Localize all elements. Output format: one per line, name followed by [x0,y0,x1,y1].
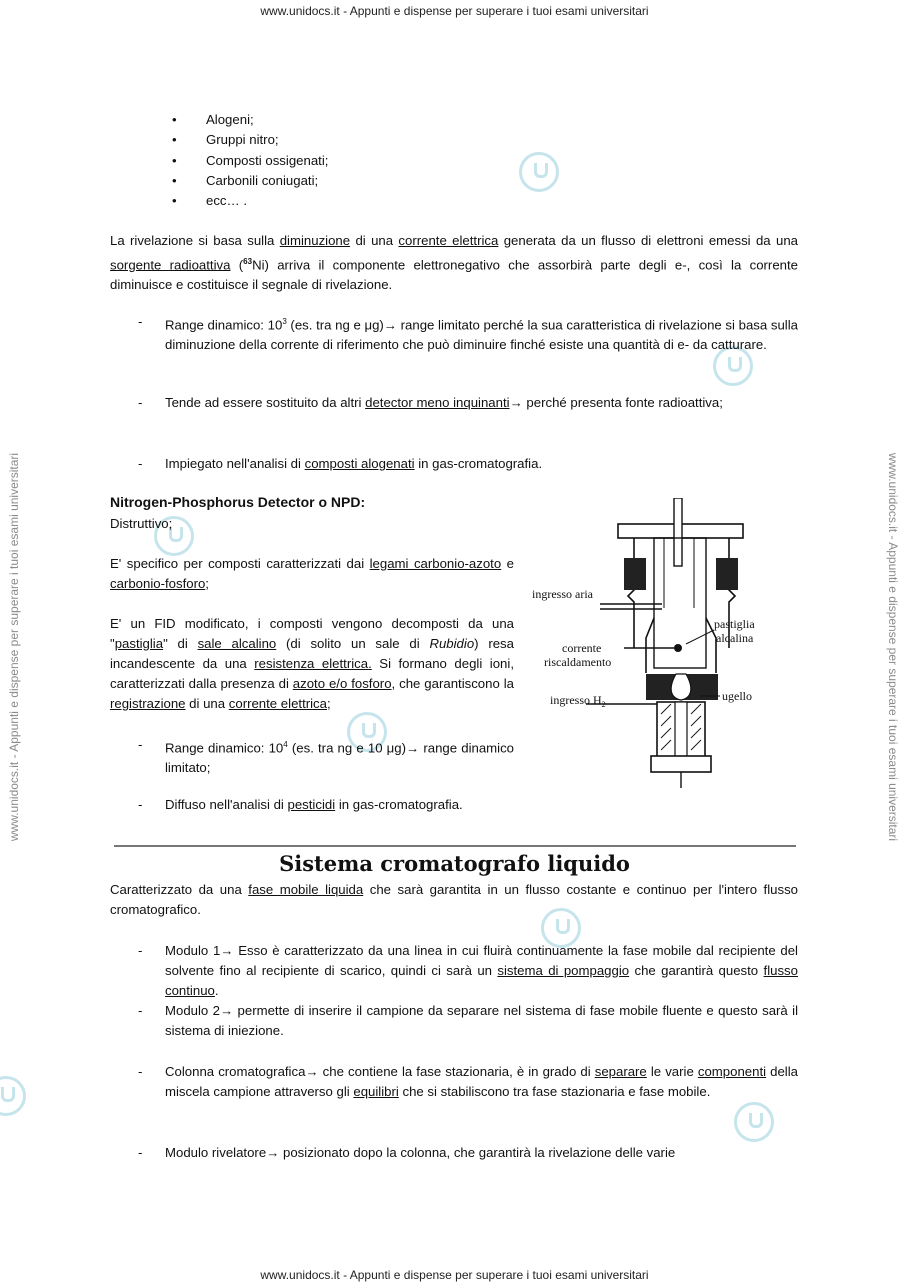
lc-item-module1: - Modulo 1→ Esso è caratterizzato da una linea in cui fluirà continuamente la fase mobile dal recipiente del solvente fino al recipiente di scarico, quindi ci sarà un sistema di pompaggio che garantirà questo flusso continuo. [138,943,798,998]
npd-paragraph-specific: E' specifico per composti caratterizzati dai legami carbonio-azoto e carbonio-fosforo; [110,556,514,591]
npd-detector-diagram [524,498,794,788]
lc-item-module2: - Modulo 2→ permette di inserire il campione da separare nel sistema di fase mobile fluente e questo sarà il sistema di iniezione. [138,1003,798,1038]
group-list [172,110,328,211]
npd-item-usage: - Diffuso nell'analisi di pesticidi in gas-cromatografia. [138,797,463,812]
label-pellet-line1: pastiglia [714,617,755,631]
label-pellet-line2: alcalina [716,631,754,645]
npd-subtitle: Distruttivo; [110,516,173,531]
list-item: • Gruppi nitro; [172,130,328,150]
section-title: Sistema cromatografo liquido [279,851,630,876]
ecd-paragraph: La rivelazione si basa sulla diminuzione di una corrente elettrica generata da un flusso di elettroni emessi da una sorgente radioattiva ($^{63}$Ni) arriva il componente elettronegativo che assorbirà parte degli e-, così la corrente diminuisce e costituisce il segnale di rivelazione. [110,233,798,293]
label-air-inlet: ingresso aria [532,587,593,601]
unidocs-logo-icon [519,152,559,192]
npd-item-range: - Range dinamico: $10^4$ (es. tra ng e 10 μg)→ range dinamico limitato; [138,737,515,776]
list-item: • Carbonili coniugati; [172,171,328,191]
lc-item-column: - Colonna cromatografica→ che contiene la fase stazionaria, è in grado di separare le varie componenti della miscela campione attraverso gli equilibri che si stabiliscono tra fase stazionaria e fase mobile. [138,1064,798,1099]
ecd-item-replaced: - Tende ad essere sostituito da altri detector meno inquinanti→ perché presenta fonte radioattiva; [138,395,723,410]
label-h2-inlet: ingresso $H_2$ [550,693,606,709]
npd-paragraph-fid: E' un FID modificato, i composti vengono decomposti da una "pastiglia" di sale alcalino (di solito un sale di Rubidio) resa incandescente da una resistenza elettrica. Si formano degli ioni, caratterizzati dalla presenza di azoto e/o fosforo, che garantiscono la registrazione di una corrente elettrica; [110,616,514,711]
label-current-line1: corrente [562,641,602,655]
unidocs-logo-icon [734,1102,774,1142]
ecd-item-usage: - Impiegato nell'analisi di composti alogenati in gas-cromatografia. [138,456,543,471]
section-divider [114,845,796,847]
watermark-right: www.unidocs.it - Appunti e dispense per superare i tuoi esami universitari [886,452,900,842]
lc-intro-paragraph: Caratterizzato da una fase mobile liquida che sarà garantita in un flusso costante e continuo per l'intero flusso cromatografico. [110,882,798,917]
list-item: • Alogeni; [172,110,328,130]
ecd-item-range: - Range dinamico: $10^3$ (es. tra ng e μg)→ range limitato perché la sua caratteristica di rivelazione si basa sulla diminuzione della corrente di riferimento che può diminuire finché esiste una quantità di e- da catturare. [138,314,798,353]
list-item: • Composti ossigenati; [172,151,328,171]
npd-heading: Nitrogen-Phosphorus Detector o NPD: [110,494,366,510]
unidocs-logo-icon [0,1076,26,1116]
label-current-line2: riscaldamento [544,655,612,669]
list-item: • ecc… . [172,191,328,211]
label-nozzle: ugello [722,689,752,703]
watermark-left: www.unidocs.it - Appunti e dispense per superare i tuoi esami universitari [7,452,21,842]
watermark-footer: www.unidocs.it - Appunti e dispense per superare i tuoi esami universitari [260,1268,649,1282]
lc-item-detector: - Modulo rivelatore→ posizionato dopo la colonna, che garantirà la rivelazione delle varie [138,1145,676,1160]
watermark-header: www.unidocs.it - Appunti e dispense per superare i tuoi esami universitari [260,4,649,18]
